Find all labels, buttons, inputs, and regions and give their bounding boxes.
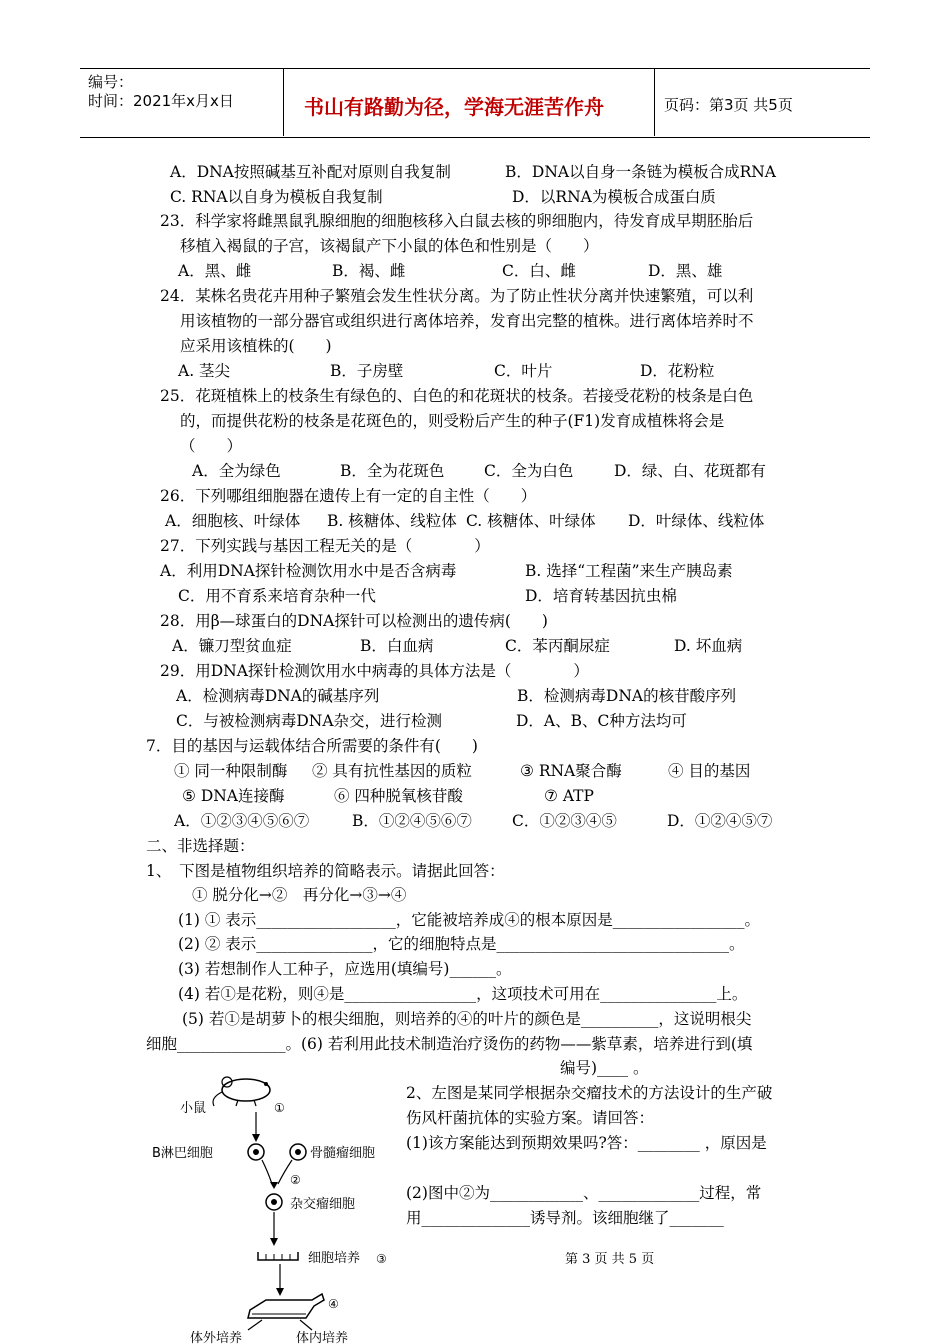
sub-question: (3) 若想制作人工种子，应选用(填编号)______。 xyxy=(178,960,512,978)
b-cell-label: B淋巴细胞 xyxy=(152,1146,213,1161)
option-line: D．黑、雄 xyxy=(648,262,723,280)
condition-item: ⑤ DNA连接酶 xyxy=(182,787,285,805)
hybridoma-diagram xyxy=(150,1068,400,1344)
option-line: C．与被检测病毒DNA杂交，进行检测 xyxy=(176,712,443,730)
option-line: C．①②③④⑤ xyxy=(512,812,617,830)
step1-label: ① xyxy=(274,1101,285,1115)
option-line: C. 核糖体、叶绿体 xyxy=(466,512,596,530)
question-text: 移植入褐鼠的子宫，该褐鼠产下小鼠的体色和性别是（ ） xyxy=(180,237,599,255)
option-line: B. 核糖体、线粒体 xyxy=(327,512,457,530)
header-number: 编号： xyxy=(88,73,134,91)
question-26: 26．下列哪组细胞器在遗传上有一定的自主性（ ） xyxy=(160,487,537,505)
page-footer: 第 3 页 共 5 页 xyxy=(565,1252,655,1267)
option-line: A．①②③④⑤⑥⑦ xyxy=(174,812,310,830)
sub-question: (1) ① 表示__________________，它能被培养成④的根本原因是_________________。 xyxy=(178,911,761,929)
option-line: B．①②④⑤⑥⑦ xyxy=(352,812,472,830)
question-29: 29．用DNA探针检测饮用水中病毒的具体方法是（ ） xyxy=(160,662,589,680)
question-25: 25．花斑植株上的枝条生有绿色的、白色的和花斑状的枝条。若接受花粉的枝条是白色 xyxy=(160,387,754,405)
option-line: A．镰刀型贫血症 xyxy=(172,637,292,655)
option-line: B．白血病 xyxy=(360,637,434,655)
question-24: 24．某株名贵花卉用种子繁殖会发生性状分离。为了防止性状分离并快速繁殖，可以利 xyxy=(160,287,754,305)
option-line: B．DNA以自身一条链为模板合成RNA xyxy=(505,163,777,181)
header-page: 页码：第3页 共5页 xyxy=(664,96,793,114)
condition-item: ⑦ ATP xyxy=(544,787,594,805)
question-27: 27．下列实践与基因工程无关的是（ ） xyxy=(160,537,490,555)
condition-item: ② 具有抗性基因的质粒 xyxy=(312,762,472,780)
section-title: 二、非选择题： xyxy=(146,837,255,855)
option-line: C．白、雌 xyxy=(502,262,576,280)
option-line: A．黑、雌 xyxy=(178,262,252,280)
header-divider xyxy=(283,68,284,136)
option-line: A．细胞核、叶绿体 xyxy=(165,512,301,530)
sub-question: (5) 若①是胡萝卜的根尖细胞，则培养的④的叶片的颜色是__________，这说明根尖 xyxy=(182,1010,752,1028)
option-line: D．叶绿体、线粒体 xyxy=(628,512,765,530)
header-motto: 书山有路勤为径，学海无涯苦作舟 xyxy=(304,95,604,119)
option-line: C．全为白色 xyxy=(484,462,574,480)
step2-label: ② xyxy=(290,1173,301,1187)
mouse-icon xyxy=(213,1077,270,1106)
in-vivo-label: 体内培养 xyxy=(296,1331,349,1344)
option-line: C．叶片 xyxy=(494,362,553,380)
mouse-label: 小鼠 xyxy=(180,1101,207,1116)
question-text: 应采用该植株的( ) xyxy=(180,337,332,355)
question-7: 7．目的基因与运载体结合所需要的条件有( ) xyxy=(146,737,478,755)
question-text: （ ） xyxy=(180,437,243,455)
condition-item: ④ 目的基因 xyxy=(668,762,751,780)
option-line: D．①②④⑤⑦ xyxy=(667,812,773,830)
header-divider xyxy=(654,68,655,136)
question-2: 2、左图是某同学根据杂交瘤技术的方法设计的生产破 xyxy=(406,1084,773,1102)
condition-item: ③ RNA聚合酶 xyxy=(520,762,622,780)
question-1: 1、 下图是植物组织培养的简略表示。请据此回答： xyxy=(146,862,505,880)
condition-item: ① 同一种限制酶 xyxy=(174,762,288,780)
hybridoma-label: 杂交瘤细胞 xyxy=(290,1197,356,1212)
option-line: B．全为花斑色 xyxy=(340,462,445,480)
option-line: A．检测病毒DNA的碱基序列 xyxy=(176,687,380,705)
option-line: B. 选择“工程菌”来生产胰岛素 xyxy=(525,562,733,580)
option-line: A. 茎尖 xyxy=(178,362,231,380)
option-line: A．利用DNA探针检测饮用水中是否含病毒 xyxy=(160,562,457,580)
question-text: 用该植物的一部分器官或组织进行离体培养，发育出完整的植株。进行离体培养时不 xyxy=(180,312,754,330)
option-line: A．全为绿色 xyxy=(192,462,281,480)
option-line: C．苯丙酮尿症 xyxy=(505,637,610,655)
option-line: C．用不育系来培育杂种一代 xyxy=(178,587,376,605)
condition-item: ⑥ 四种脱氧核苷酸 xyxy=(334,787,463,805)
sub-question: (1)该方案能达到预期效果吗?答：________ ，原因是 xyxy=(406,1134,767,1152)
in-vitro-label: 体外培养 xyxy=(190,1331,243,1344)
option-line: B．褐、雌 xyxy=(332,262,406,280)
question-28: 28．用β—球蛋白的DNA探针可以检测出的遗传病( ) xyxy=(160,612,548,630)
sub-question: (2) ② 表示_______________，它的细胞特点是______________________________。 xyxy=(178,935,745,953)
question-23: 23．科学家将雌黑鼠乳腺细胞的细胞核移入白鼠去核的卵细胞内，待发育成早期胚胎后 xyxy=(160,212,754,230)
header-time: 时间：2021年x月x日 xyxy=(88,92,234,110)
sub-question: (4) 若①是花粉，则④是_________________，这项技术可用在_______________上。 xyxy=(178,985,748,1003)
option-line: C. RNA以自身为模板自我复制 xyxy=(170,188,383,206)
question-text: 的，而提供花粉的枝条是花斑色的，则受粉后产生的种子(F1)发育成植株将会是 xyxy=(180,412,725,430)
question-text: 伤风杆菌抗体的实验方案。请回答： xyxy=(406,1109,655,1127)
sub-question: 细胞______________。(6) 若利用此技术制造治疗烫伤的药物——紫草素，培养进行到(填 xyxy=(146,1035,753,1053)
arrow-head xyxy=(252,1134,260,1142)
step4-label: ④ xyxy=(328,1297,339,1311)
process-line: ① 脱分化→② 再分化→③→④ xyxy=(192,886,407,904)
option-line: D．绿、白、花斑都有 xyxy=(614,462,766,480)
option-line: B．检测病毒DNA的核苷酸序列 xyxy=(517,687,737,705)
myeloma-label: 骨髓瘤细胞 xyxy=(310,1146,376,1161)
option-line: D．花粉粒 xyxy=(640,362,715,380)
option-line: A．DNA按照碱基互补配对原则自我复制 xyxy=(170,163,451,181)
culture-label: 细胞培养 xyxy=(308,1251,361,1266)
culture-plate-icon xyxy=(258,1252,298,1260)
sub-question: 用______________诱导剂。该细胞继了_______ xyxy=(406,1209,724,1227)
option-line: B．子房壁 xyxy=(330,362,404,380)
sub-question: 编号)____ 。 xyxy=(560,1059,649,1077)
option-line: D．A、B、C种方法均可 xyxy=(516,712,687,730)
sub-question: (2)图中②为____________、_____________过程，常 xyxy=(406,1184,762,1202)
option-line: D. 坏血病 xyxy=(674,637,743,655)
option-line: D．培育转基因抗虫棉 xyxy=(525,587,677,605)
option-line: D．以RNA为模板合成蛋白质 xyxy=(512,188,716,206)
step3-label: ③ xyxy=(376,1252,387,1266)
